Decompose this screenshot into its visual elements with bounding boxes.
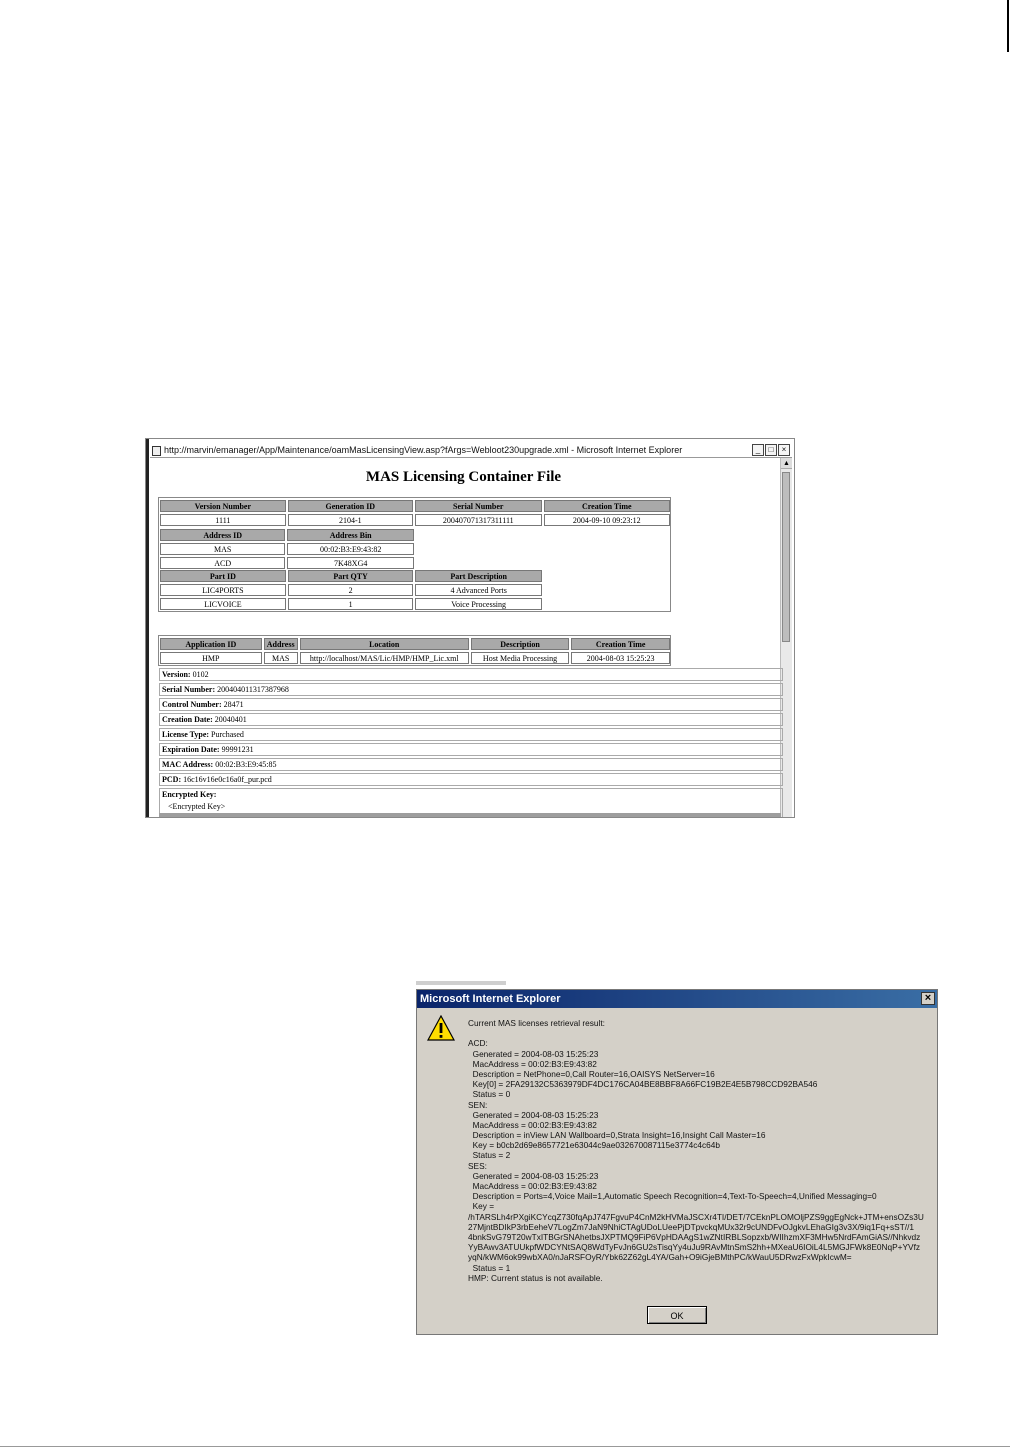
- ok-button[interactable]: OK: [647, 1306, 707, 1324]
- detail-label: Encrypted Key:: [162, 790, 217, 799]
- window-controls: [752, 444, 790, 456]
- table-cell: 2: [288, 584, 414, 596]
- detail-label: PCD:: [162, 775, 182, 784]
- detail-value: 20040401131738796​8: [217, 685, 289, 694]
- detail-row-license-type: [159, 728, 783, 741]
- detail-label: Expiration Date:: [162, 745, 220, 754]
- message-box-dialog: [416, 989, 938, 1335]
- message-line: HMP: Current status is not available.: [468, 1272, 603, 1283]
- close-icon[interactable]: ×: [921, 992, 935, 1005]
- column-header: Part ID: [160, 570, 286, 582]
- table-cell: 2004-09-10 09:23:12: [544, 514, 670, 526]
- location-link[interactable]: http://localhost/MAS/Lic/HMP/HMP_Lic.xml: [300, 652, 469, 664]
- column-header: Location: [300, 638, 469, 650]
- table-cell: 2004-08-03 15:25:23: [571, 652, 670, 664]
- message-line: MacAddress = 00:02:B3:E9:43:82: [468, 1119, 597, 1130]
- column-header: Description: [471, 638, 570, 650]
- table-cell: Voice Processing: [415, 598, 542, 610]
- page-edge-marker: [1007, 0, 1009, 52]
- message-line: SES:: [468, 1160, 487, 1171]
- detail-label: Control Number:: [162, 700, 222, 709]
- ie-url-title: http://marvin/emanager/App/Maintenance/oamMasLicensingView.asp?fArgs=Webloot230upgrade.xml - Microsoft Internet Explorer: [164, 445, 683, 455]
- close-icon[interactable]: ×: [778, 444, 790, 456]
- detail-label: Version:: [162, 670, 191, 679]
- scrollbar-thumb[interactable]: [782, 472, 790, 642]
- message-line: Generated = 2004-08-03 15:25:23: [468, 1109, 599, 1120]
- page-title: MAS Licensing Container File: [365, 469, 562, 485]
- message-line: ACD:: [468, 1038, 488, 1049]
- document-icon: [152, 446, 161, 456]
- table-cell: ACD: [160, 557, 285, 569]
- message-line: Description = Ports=4,Voice Mail=1,Automatic Speech Recognition=4,Text-To-Speech=4,Unified Messaging=0: [468, 1191, 877, 1202]
- message-line: Generated = 2004-08-03 15:25:23: [468, 1048, 599, 1059]
- version-table: [158, 498, 672, 528]
- part-table: [158, 568, 544, 612]
- column-header: Address ID: [160, 529, 285, 541]
- table-row: [160, 652, 670, 664]
- detail-label: License Type:: [162, 730, 210, 739]
- message-line: Status = 0: [468, 1089, 511, 1100]
- ie-licensing-window: [145, 438, 795, 818]
- detail-row-control: [159, 698, 783, 711]
- detail-row-version: [159, 668, 783, 681]
- detail-value: 16c16v16e0c16a0f_pur.pcd: [183, 775, 272, 784]
- table-cell: 1: [288, 598, 414, 610]
- table-cell: LIC4PORTS: [160, 584, 286, 596]
- table-cell: LICVOICE: [160, 598, 286, 610]
- detail-row-pcd: [159, 773, 783, 786]
- message-line: /hTARSLh4rPXgiKCYcqZ730fqApJ747FgvuP4CnM2kHVMaJSCXr4TI/DET/7CEknPLOMOljPZS9ggEgNck+JTM+ensOZs3U: [468, 1211, 924, 1222]
- column-header: Address: [264, 638, 298, 650]
- dialog-message-text: [468, 1018, 936, 1283]
- scroll-up-arrow-icon[interactable]: ▲: [781, 458, 792, 469]
- message-line: 27MjntBDIkP3rbEeheV7LogZm7JaN9NhiCTAgUDoLUeePjDTpvckqMUx32r9cUNDFvOJgkvLEhaGIg3v3X/9iq1Fq+sST//1: [468, 1221, 914, 1232]
- license-details: [159, 668, 783, 818]
- detail-row-expiration: [159, 743, 783, 756]
- table-cell: 200407071317311111: [415, 514, 542, 526]
- window-left-edge: [146, 439, 149, 817]
- ie-title-bar[interactable]: [150, 443, 792, 458]
- column-header: Creation Time: [571, 638, 670, 650]
- maximize-icon[interactable]: □: [765, 444, 777, 456]
- application-table: [158, 636, 672, 666]
- message-line: Key =: [468, 1201, 495, 1212]
- column-header: Serial Number: [415, 500, 542, 512]
- message-line: Generated = 2004-08-03 15:25:23: [468, 1170, 599, 1181]
- dialog-title-bar[interactable]: [417, 990, 937, 1008]
- column-header: Part QTY: [288, 570, 414, 582]
- detail-row-mac: [159, 758, 783, 771]
- detail-value: 0102: [192, 670, 209, 679]
- message-line: yqN/kWM6ok99wbXA0/nJaRSFOyR/Ybk62Z62gL4YA/Gah+O9iGjeBMthPC/kWauU5DRwzFxWpkIcwM=: [468, 1252, 852, 1263]
- detail-value: 00:02:B3:E9:45:85: [215, 760, 277, 769]
- message-line: 4bnkSvG79T20wTxITBGrSNAhetbsJXPTMQ9FiP6VpHDAAgS1wZNtIRBLSopzxb/WIIhzmXF3MHw5NrdFAmGiAS//Nhkvdz: [468, 1231, 921, 1242]
- message-line: [468, 1028, 936, 1038]
- table-row: [160, 598, 542, 610]
- detail-row-creation: [159, 713, 783, 726]
- table-row: [160, 543, 414, 555]
- warning-icon: [427, 1015, 455, 1041]
- table-cell: 00:02:B3:E9:43:82: [287, 543, 414, 555]
- dialog-title: Microsoft Internet Explorer: [420, 993, 561, 1005]
- detail-label: Serial Number:: [162, 685, 216, 694]
- cut-off-header-band: [159, 813, 781, 818]
- message-line: Description = inView LAN Wallboard=0,Strata Insight=16,Insight Call Master=16: [468, 1130, 766, 1141]
- footer-rule: [0, 1446, 1010, 1447]
- column-header: Application ID: [160, 638, 262, 650]
- detail-value: 99991231: [221, 745, 254, 754]
- column-header: Part Description: [415, 570, 542, 582]
- table-cell: Host Media Processing: [471, 652, 570, 664]
- table-cell: MAS: [160, 543, 285, 555]
- column-header: Generation ID: [288, 500, 413, 512]
- table-cell: 4 Advanced Ports: [415, 584, 542, 596]
- message-line: Status = 2: [468, 1150, 511, 1161]
- encrypted-key-value: <Encrypted Key>: [168, 802, 226, 811]
- address-table: [158, 527, 416, 571]
- detail-row-serial: [159, 683, 783, 696]
- message-line: MacAddress = 00:02:B3:E9:43:82: [468, 1058, 597, 1069]
- message-line: Status = 1: [468, 1262, 511, 1273]
- minimize-icon[interactable]: _: [752, 444, 764, 456]
- column-header: Version Number: [160, 500, 286, 512]
- message-line: Key = b0cb2d69e8657721e63044c9ae032670087115e3774c4c64b: [468, 1140, 720, 1151]
- detail-label: Creation Date:: [162, 715, 213, 724]
- detail-label: MAC Address:: [162, 760, 214, 769]
- table-cell: HMP: [160, 652, 262, 664]
- message-line: MacAddress = 00:02:B3:E9:43:82: [468, 1181, 597, 1191]
- column-header: Address Bin: [287, 529, 414, 541]
- message-line: YyBAwv3ATUUkpfWDCYNtSAQ8WdTyFvJn6GU2sTisqYy4uJu9RAvMtnSmS2hh+MXeaU6IOiL4L5MGJFWk8E0NqP+YVfz: [468, 1242, 921, 1253]
- table-cell: MAS: [264, 652, 298, 664]
- table-cell: 2104-1: [288, 514, 413, 526]
- message-line: Key[0] = 2FA29132C5363979DF4DC176CA04BE8BBF8A66FC19B2E4E5B798CCD92BA546: [468, 1079, 818, 1090]
- background-snippet: [416, 981, 506, 985]
- detail-value: 20040401: [214, 715, 247, 724]
- detail-value: Purchased: [211, 730, 244, 739]
- table-cell: 1111: [160, 514, 286, 526]
- message-line: Description = NetPhone=0,Call Router=16,OAISYS NetServer=16: [468, 1068, 715, 1079]
- message-line: Current MAS licenses retrieval result:: [468, 1018, 605, 1028]
- table-row: [160, 584, 542, 596]
- detail-value: 28471: [223, 700, 244, 709]
- table-cell: 7K48XG4: [287, 557, 414, 569]
- column-header: Creation Time: [544, 500, 670, 512]
- message-line: SEN:: [468, 1099, 488, 1110]
